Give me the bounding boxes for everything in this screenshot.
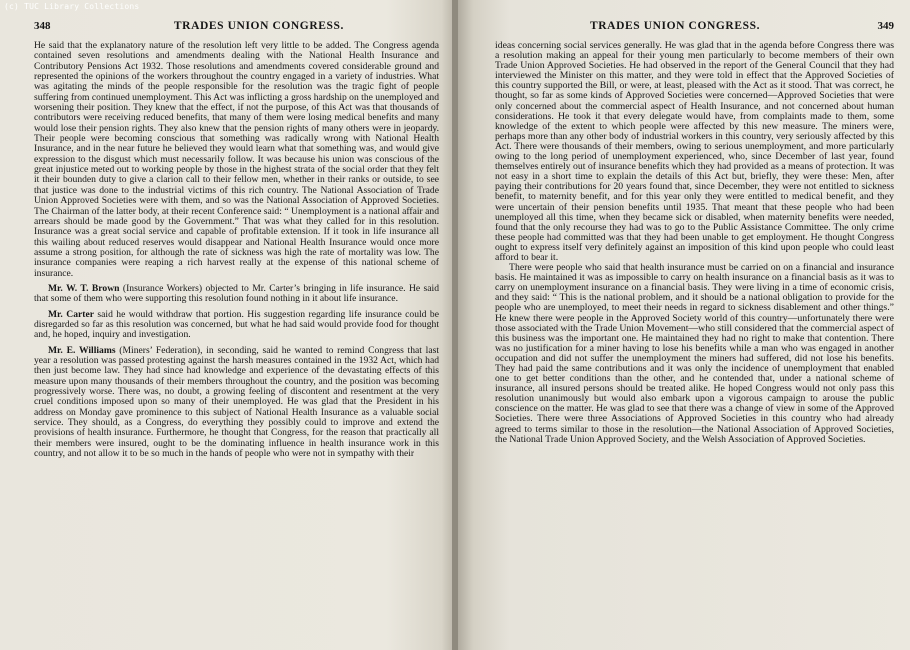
speaker-name: Mr. W. T. Brown (48, 282, 120, 294)
left-page-header (34, 20, 439, 32)
paragraph-text: He said that the explanatory nature of the resolution left very little to be added. The Congress agenda contained seven resolutions and amendments dealing with the National Health Insurance and Contributory Pensions Act 1932. Those resolutions and amendments covered considerable ground and represented the opinions of the workers throughout the country engaged in a variety of industries. What was agitating the minds of the people responsible for the resolution was the tragic fight of people suffering from continued unemployment. This Act was inflicting a gross hardship on the unemployed and worsening their position. They knew that the effect, if not the purpose, of this Act was that thousands of contributors were receiving reduced benefits, that many of them were losing medical benefits and many would lose their pension rights. They also knew that the pension rights of many others were in jeopardy. Their people were becoming conscious that something was radically wrong with National Health Insurance, and in the near future he believed they would learn what that something was, and would give expression to the disgust which must necessarily follow. It was because his union was conscious of the great injustice meted out to working people by those in the highest strata of the social order that they felt it their bounden duty to give a clarion call to their fellow men, whether in their ranks or outside, to see that justice was done to the industrial victims of this rich country. The National Association of Trade Union Approved Societies were with them, and so was the National Association of Approved Societies. The Chairman of the latter body, at their recent Conference said: “ Unemployment is a national affair and arrears should be made good by the Government.” That was what they called for in this resolution. Insurance was a great social service and capable of profitable extension. If it took in life insurance all this wailing about reduced reserves would disappear and National Health Insurance would once more assume a strong position, for although the rate of sickness was high the rate of mortality was low. The insurance companies were reaping a rich harvest really at the expense of this national scheme of insurance. (34, 40, 439, 279)
book-gutter (452, 0, 458, 650)
right-page (455, 0, 910, 650)
paragraph-text: (Miners’ Federation), in seconding, said he wanted to remind Congress that last year a resolution was passed protesting against the harsh measures contained in the 1932 Act, which had then just become law. They had since had knowledge and experience of the devastating effects of this measure upon many thousands of their members throughout the country, and the position was becoming progressively worse. There was, no doubt, a growing feeling of discontent and resentment at the very cruel conditions imposed upon so many of their unemployed. He was glad that the President in his address on Monday gave prominence to this subject of National Health Insurance as a valuable social service. They should, as a Congress, do everything they possibly could to improve and extend the provisions of health insurance. Furthermore, he thought that Congress, for the reason that practically all their members were insured, ought to be the dominating influence in health insurance work in this country, and not allow it to be so much in the hands of people who were not in sympathy with their (34, 344, 439, 460)
right-running-head: TRADES UNION CONGRESS. (590, 20, 761, 32)
left-running-head: TRADES UNION CONGRESS. (173, 20, 344, 32)
speaker-name: Mr. Carter (48, 308, 94, 320)
paragraph (34, 284, 439, 305)
speaker-name: Mr. E. Williams (48, 344, 116, 356)
paragraph-text: said he would withdraw that portion. His suggestion regarding life insurance could be disregarded so far as this resolution was concerned, but what he had said would provide food for thought and, he hoped, inquiry and investigation. (34, 308, 439, 341)
paragraph-text: (Insurance Workers) objected to Mr. Carter’s bringing in life insurance. He said that some of them who were supporting this resolution found nothing in it about life insurance. (34, 282, 439, 305)
right-page-header (495, 20, 894, 32)
paragraph (495, 263, 894, 445)
paragraph-text: ideas concerning social services generally. He was glad that in the agenda before Congress there was a resolution making an appeal for their young men particularly to become members of their own Trade Union Approved Societies. He had observed in the report of the General Council that they had interviewed the Minister on this matter, and they were told in effect that the Approved Societies of this country supported the Bill, or were, at least, pleased with the Act as it stood. That was correct, he thought, so far as some kinds of Approved Societies were concerned—Approved Societies that were only concerned about the commercial aspect of Health Insurance, and not concerned about human considerations. He took it that every delegate would have, from complaints made to them, some knowledge of the extent to which people were affected by this new measure. The miners were, perhaps more than any other body of industrial workers in this country, very seriously affected by this Act. There were thousands of their members, owing to serious unemployment, and more particularly owing to the long period of unemployment experienced, who, since December of last year, found themselves entirely out of insurance benefits which they had provided as a means of protection. It was not easy in a short time to explain the details of this Act but, briefly, they were these: Men, after paying their contributions for 20 years found that, since December, they were not entitled to sickness benefit, to maternity benefit, and for this year only they were entitled to medical benefit, and they were uncertain of their pension benefits until 1935. That meant that these people who had been unemployed all this time, when they became sick or disabled, when maternity benefits were needed, found that the only recourse they had was to go to the Public Assistance Committee. The only crime these people had committed was that they had been unable to get employment. He thought Congress ought to express itself very definitely against an imposition of this kind upon people who could least afford to bear it. (495, 40, 894, 263)
paragraph (34, 41, 439, 279)
paragraph-text: There were people who said that health insurance must be carried on on a financial and insurance basis. He maintained it was as impossible to carry on health insurance on a financial basis as it was to carry on unemployment insurance on a financial basis. They were living in a time of economic crisis, and they said: “ This is the national problem, and it should be a national obligation to provide for the people who are unemployed, to meet their needs in regard to sickness disablement and other things.” He knew there were people in the Approved Society world of this country—unfortunately there were those associated with the Trade Union Movement—who still considered that the commercial aspect of this business was the important one. He maintained they had no right to make that contention. There was no justification for a miner having to lose his benefits while a man who was engaged in another occupation and did not suffer the unemployment the miners had suffered, did not lose his benefits. They had paid the same contributions and it was only the incidence of unemployment that enabled one to get better conditions than the other, and he contended that, under a national scheme of insurance, all insured persons should be treated alike. He hoped Congress would not only pass this resolution unanimously but would also embark upon a vigorous campaign to arouse the public conscience on the matter. He was glad to see that there was a change of view in some of the Approved Societies. There were three Associations of Approved Societies in this country who had already agreed to terms similar to those in the resolution—the National Association of Approved Societies, the National Trade Union Approved Society, and the Welsh Association of Approved Societies. (495, 262, 894, 445)
paragraph (34, 310, 439, 341)
paragraph (34, 346, 439, 460)
left-page-number: 348 (34, 20, 51, 32)
paragraph (495, 41, 894, 263)
right-page-number: 349 (877, 20, 894, 32)
watermark-text: (c) TUC Library Collections (4, 2, 140, 11)
